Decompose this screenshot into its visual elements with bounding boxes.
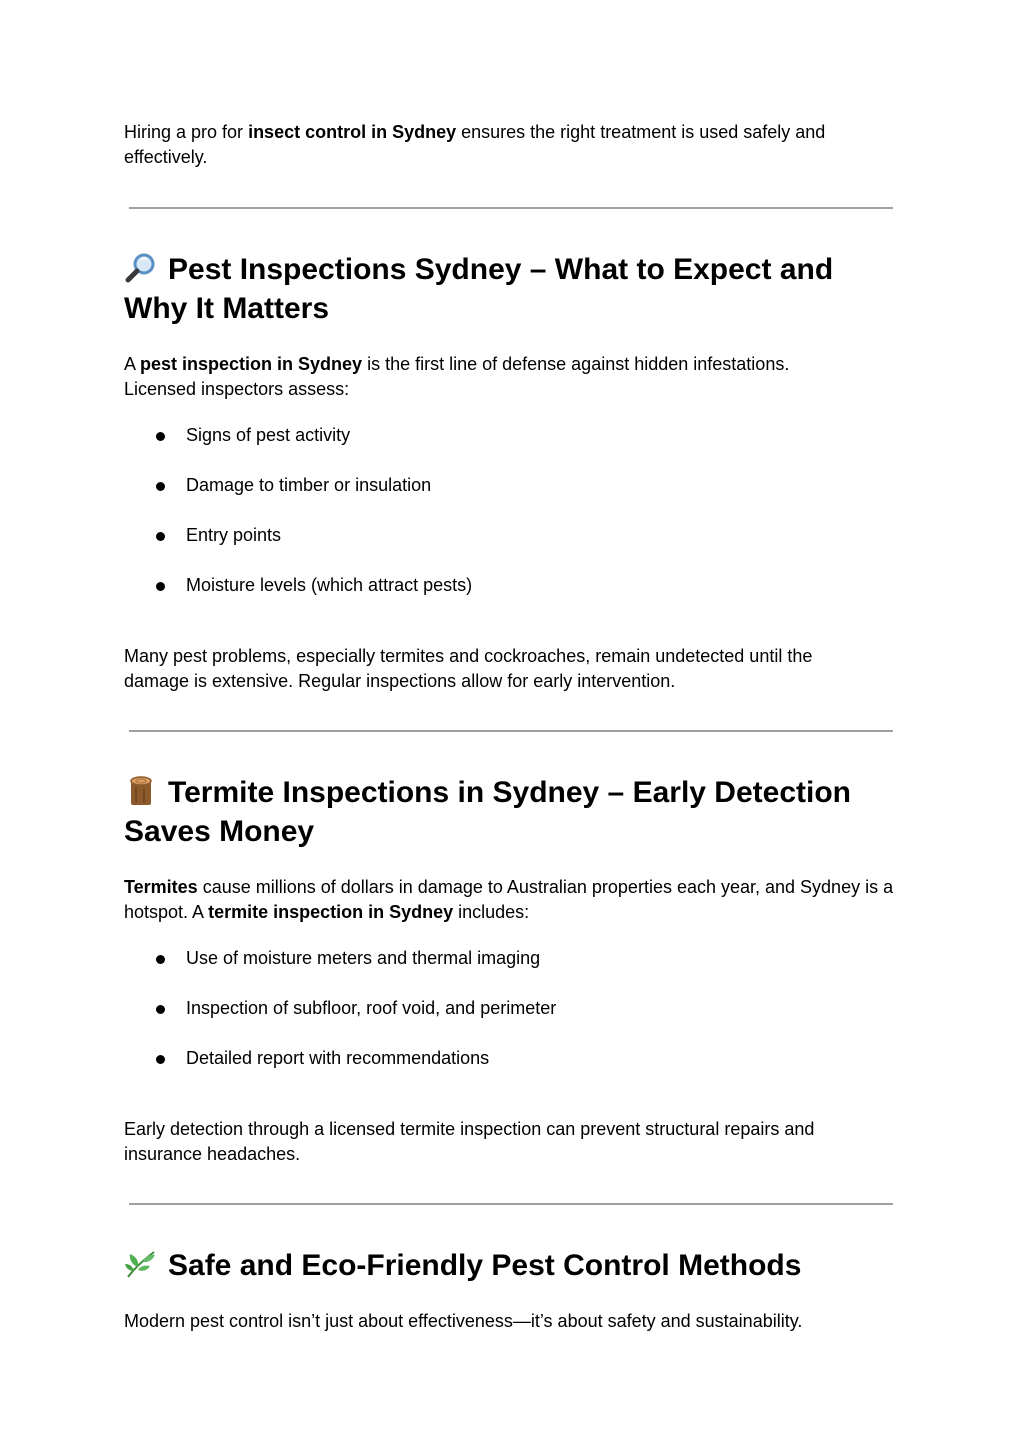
- list-item: [124, 1046, 900, 1071]
- list-item-text: Moisture levels (which attract pests): [186, 575, 473, 595]
- section1-closing-paragraph: Many pest problems, especially termites and cockroaches, remain undetected until the damage is extensive. Regular inspections allow for early intervention.: [124, 646, 813, 691]
- bullet-icon: [156, 582, 165, 591]
- para-text-end: includes:: [453, 902, 530, 922]
- magnifying-glass-icon: [124, 253, 158, 283]
- heading-text: Termite Inspections in Sydney – Early Detection Saves Money: [124, 776, 851, 848]
- list-item: [124, 946, 900, 971]
- para-bold: Termites: [124, 877, 198, 897]
- herb-leaf-icon: [124, 1249, 158, 1279]
- para-bold-2: termite inspection in Sydney: [208, 902, 454, 922]
- list-item: [124, 996, 900, 1021]
- bullet-icon: [156, 955, 165, 964]
- bullet-icon: [156, 1005, 165, 1014]
- section1-intro-paragraph: [124, 352, 844, 402]
- section-heading-pest-inspections: [124, 250, 900, 328]
- list-item: [124, 473, 900, 498]
- document-page: [124, 120, 900, 1334]
- intro-text-end: ensures the right treatment is used safely and effectively.: [124, 122, 826, 167]
- termite-inspection-list: [124, 946, 900, 1071]
- list-item-text: Use of moisture meters and thermal imaging: [186, 948, 541, 968]
- section2-closing-paragraph: Early detection through a licensed termite inspection can prevent structural repairs and insurance headaches.: [124, 1119, 815, 1164]
- para-text-end: is the first line of defense against hidden infestations. Licensed inspectors assess:: [124, 354, 790, 399]
- wood-log-icon: [124, 776, 158, 806]
- heading-text: Safe and Eco-Friendly Pest Control Methods: [168, 1249, 802, 1282]
- para-bold: pest inspection in Sydney: [140, 354, 363, 374]
- list-item-text: Damage to timber or insulation: [186, 475, 432, 495]
- para-text: A: [124, 354, 141, 374]
- bullet-icon: [156, 432, 165, 441]
- inspection-list: [124, 423, 900, 598]
- list-item-text: Signs of pest activity: [186, 425, 351, 445]
- list-item-text: Detailed report with recommendations: [186, 1048, 490, 1068]
- bullet-icon: [156, 482, 165, 491]
- intro-bold: insect control in Sydney: [248, 122, 457, 142]
- intro-paragraph: [124, 120, 864, 170]
- list-item: [124, 523, 900, 548]
- section-heading-eco-friendly: [124, 1246, 900, 1285]
- bullet-icon: [156, 1055, 165, 1064]
- list-item-text: Entry points: [186, 525, 282, 545]
- bullet-icon: [156, 532, 165, 541]
- section2-intro-paragraph: [124, 875, 900, 925]
- para-text: cause millions of dollars in damage to Australian properties each year, and Sydney is a hotspot. A: [124, 877, 894, 922]
- heading-text: Pest Inspections Sydney – What to Expect and Why It Matters: [124, 253, 834, 325]
- list-item: [124, 573, 900, 598]
- section3-intro-paragraph: Modern pest control isn’t just about effectiveness—it’s about safety and sustainability.: [124, 1311, 803, 1331]
- list-item: [124, 423, 900, 448]
- list-item-text: Inspection of subfloor, roof void, and perimeter: [186, 998, 557, 1018]
- intro-text: Hiring a pro for: [124, 122, 249, 142]
- section-heading-termite-inspections: [124, 773, 900, 851]
